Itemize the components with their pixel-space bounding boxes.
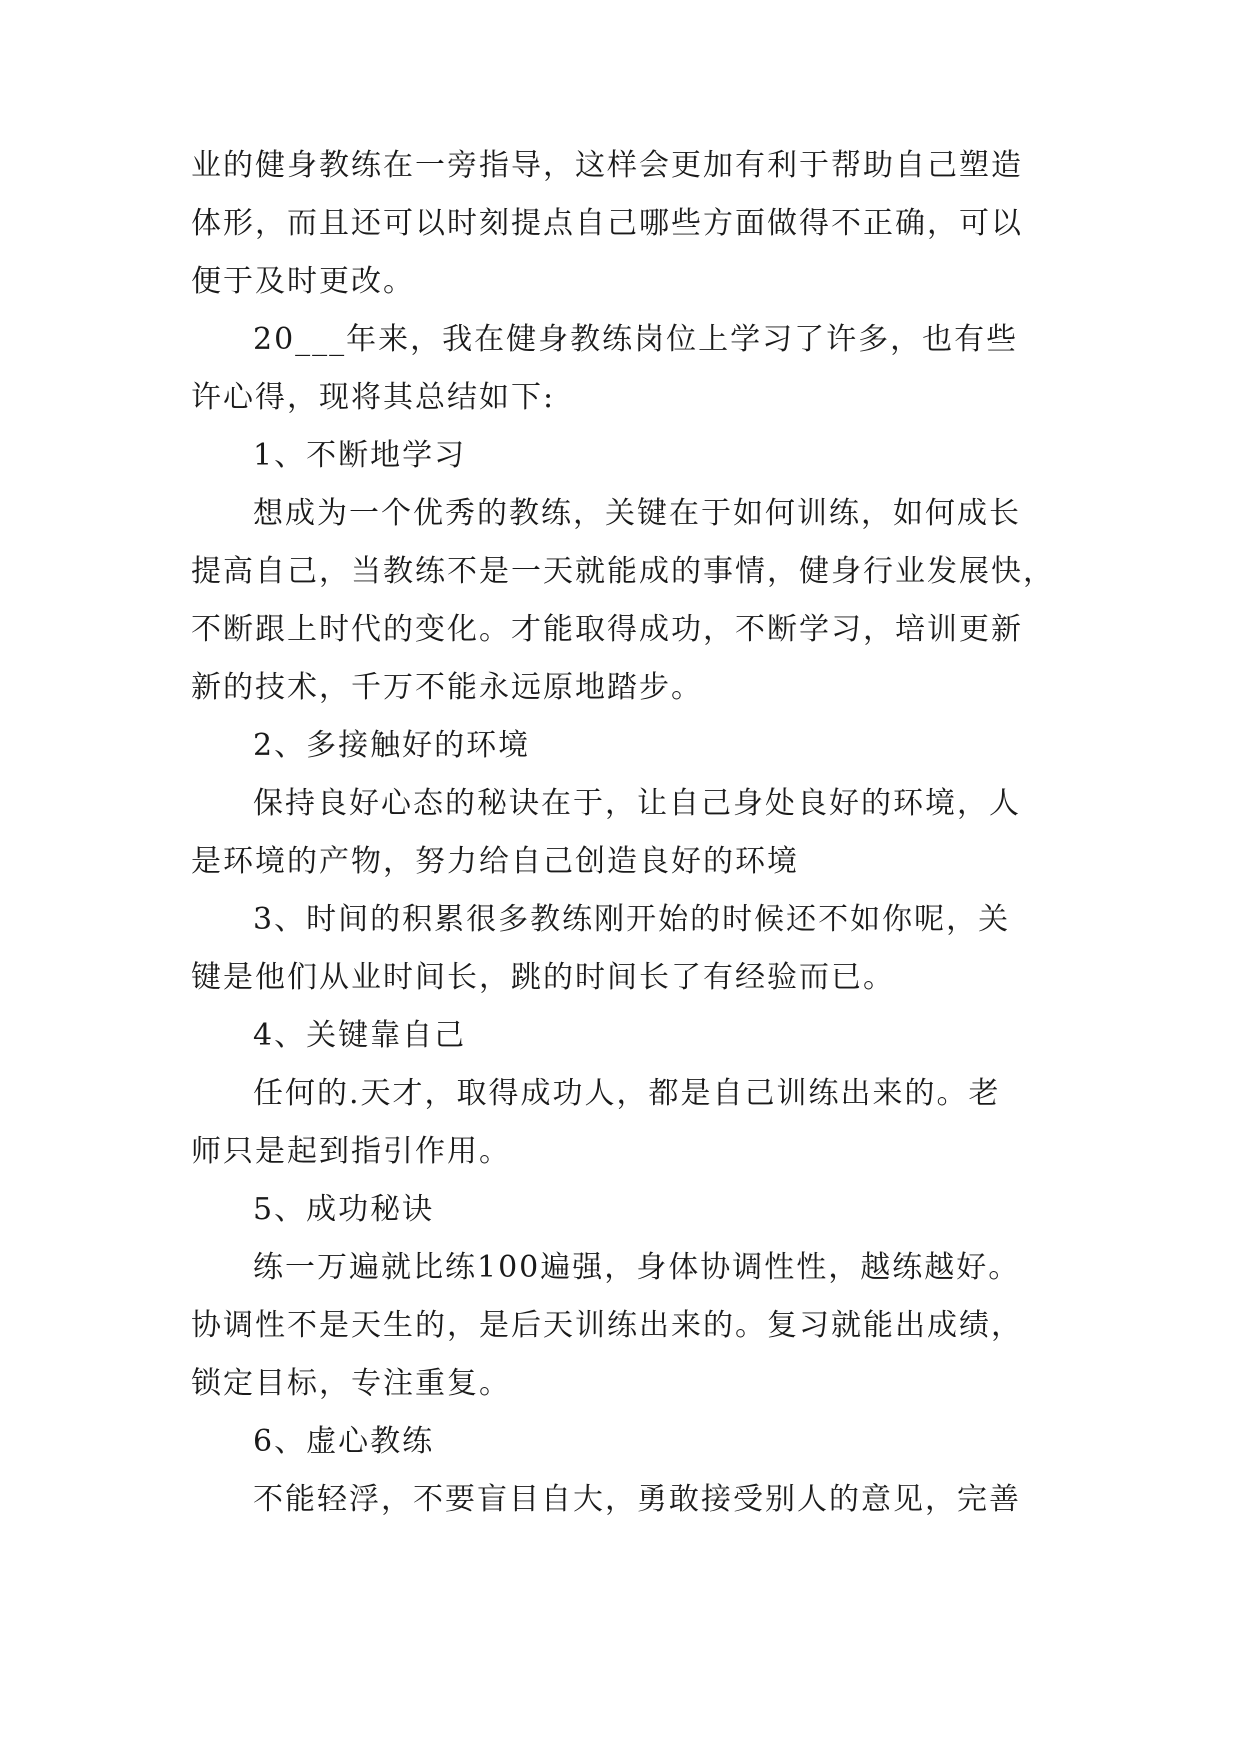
paragraph-line: 是环境的产物，努力给自己创造良好的环境 (191, 844, 799, 879)
paragraph-line: 练一万遍就比练100遍强，身体协调性性，越练越好。 (253, 1250, 1021, 1285)
paragraph-line: 许心得，现将其总结如下: (191, 380, 556, 415)
section-heading: 1、不断地学习 (253, 438, 467, 473)
paragraph-line: 便于及时更改。 (191, 264, 415, 299)
paragraph-line: 业的健身教练在一旁指导，这样会更加有利于帮助自己塑造 (191, 148, 1023, 183)
paragraph-line: 师只是起到指引作用。 (191, 1134, 511, 1169)
paragraph-line: 提高自己，当教练不是一天就能成的事情，健身行业发展快， (191, 554, 1055, 589)
section-heading: 6、虚心教练 (253, 1424, 435, 1459)
paragraph-line: 不能轻浮，不要盲目自大，勇敢接受别人的意见，完善 (253, 1482, 1021, 1517)
paragraph-line: 锁定目标，专注重复。 (191, 1366, 511, 1401)
paragraph-line: 协调性不是天生的，是后天训练出来的。复习就能出成绩， (191, 1308, 1023, 1343)
paragraph-line: 20___年来，我在健身教练岗位上学习了许多，也有些 (253, 322, 1019, 357)
section-heading: 2、多接触好的环境 (253, 728, 531, 763)
paragraph-line: 新的技术，千万不能永远原地踏步。 (191, 670, 703, 705)
paragraph-line: 想成为一个优秀的教练，关键在于如何训练，如何成长 (253, 496, 1021, 531)
paragraph-line: 键是他们从业时间长，跳的时间长了有经验而已。 (191, 960, 895, 995)
section-heading: 5、成功秘诀 (253, 1192, 435, 1227)
section-heading: 3、时间的积累很多教练刚开始的时候还不如你呢，关 (253, 902, 1011, 937)
paragraph-line: 体形，而且还可以时刻提点自己哪些方面做得不正确，可以 (191, 206, 1023, 241)
paragraph-line: 不断跟上时代的变化。才能取得成功，不断学习，培训更新 (191, 612, 1023, 647)
paragraph-line: 保持良好心态的秘诀在于，让自己身处良好的环境，人 (253, 786, 1021, 821)
section-heading: 4、关键靠自己 (253, 1018, 467, 1053)
paragraph-line: 任何的.天才，取得成功人，都是自己训练出来的。老 (253, 1076, 1001, 1111)
